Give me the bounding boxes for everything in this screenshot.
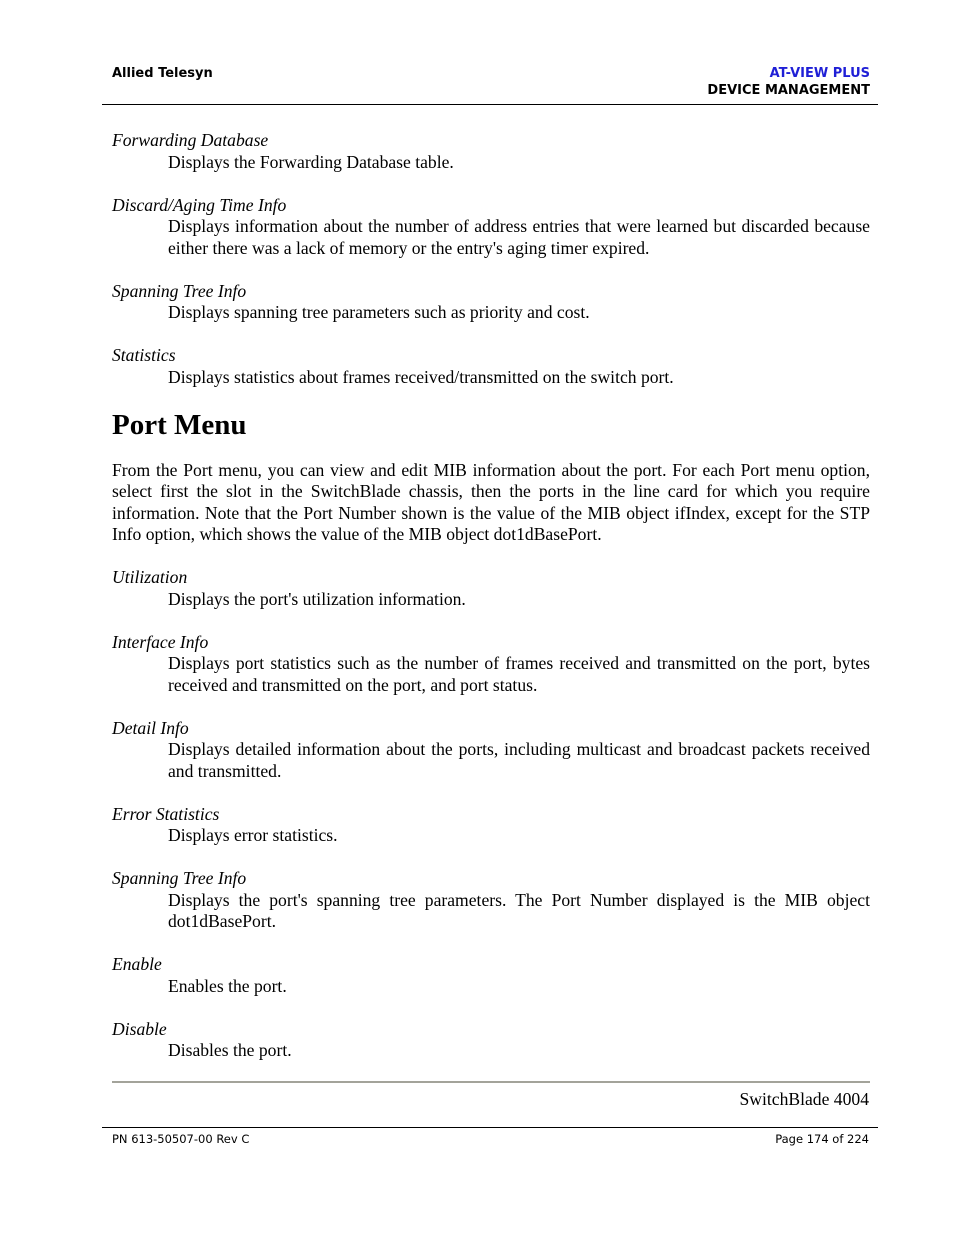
page-header [102, 0, 878, 105]
definition-entry [112, 195, 870, 260]
product-name: AT-VIEW PLUS [769, 66, 870, 81]
definition-description: Displays spanning tree parameters such as priority and cost. [168, 302, 590, 322]
definition-description: Enables the port. [168, 975, 287, 996]
definition-term: Error Statistics [112, 803, 220, 824]
definition-term: Discard/Aging Time Info [112, 194, 287, 215]
section-intro: From the Port menu, you can view and edit MIB information about the port. For each Port menu option, select first the slot in the SwitchBlade chassis, then the ports in the line card for which you require information. Note that the Port Number shown is the value of the MIB object ifIndex, except for the STP Info option, which shows the value of the MIB object dot1dBasePort. [112, 459, 870, 544]
definition-entry [112, 1019, 870, 1062]
definition-entry [112, 718, 870, 783]
definition-term: Forwarding Database [112, 130, 269, 150]
definition-term: Disable [112, 1018, 167, 1039]
definition-entry [112, 345, 870, 388]
definition-description: Displays the Forwarding Database table. [168, 151, 454, 172]
definition-entry [112, 804, 870, 847]
definition-description: Displays information about the number of address entries that were learned but discarded because either there was a lack of memory or the entry's aging timer expired. [168, 216, 870, 258]
definition-term: Enable [112, 954, 162, 974]
definition-description: Displays the port's spanning tree parameters. The Port Number displayed is the MIB object dot1dBasePort. [168, 889, 870, 931]
definition-description: Displays port statistics such as the number of frames received and transmitted on the port, bytes received and transmitted on the port, and port status. [168, 653, 870, 695]
company-name: Allied Telesyn [112, 66, 213, 81]
footer-product-name: SwitchBlade 4004 [739, 1089, 869, 1109]
definition-entry [112, 567, 870, 610]
definition-term: Statistics [112, 345, 176, 365]
definition-description: Displays statistics about frames received/transmitted on the switch port. [168, 366, 674, 387]
section-name: DEVICE MANAGEMENT [707, 83, 870, 98]
section-heading: Port Menu [112, 408, 247, 441]
definition-entry [112, 281, 870, 324]
footer-page-number: Page 174 of 224 [775, 1132, 869, 1146]
definition-description: Disables the port. [168, 1040, 292, 1060]
definition-description: Displays error statistics. [168, 825, 338, 845]
definition-term: Spanning Tree Info [112, 280, 247, 301]
definition-entry [112, 632, 870, 697]
definition-term: Spanning Tree Info [112, 868, 247, 888]
footer-divider [112, 1081, 870, 1083]
definition-description: Displays the port's utilization information. [168, 588, 466, 609]
definition-description: Displays detailed information about the ports, including multicast and broadcast packets received and transmitted. [168, 739, 870, 781]
definition-entry [112, 868, 870, 933]
document-body [112, 130, 870, 1083]
definition-term: Utilization [112, 567, 188, 587]
definition-entry [112, 130, 870, 173]
definition-entry [112, 954, 870, 997]
footer-part-number: PN 613-50507-00 Rev C [112, 1132, 250, 1146]
definition-term: Detail Info [112, 717, 189, 738]
footer-divider-bottom [102, 1127, 878, 1128]
definition-term: Interface Info [112, 631, 209, 652]
